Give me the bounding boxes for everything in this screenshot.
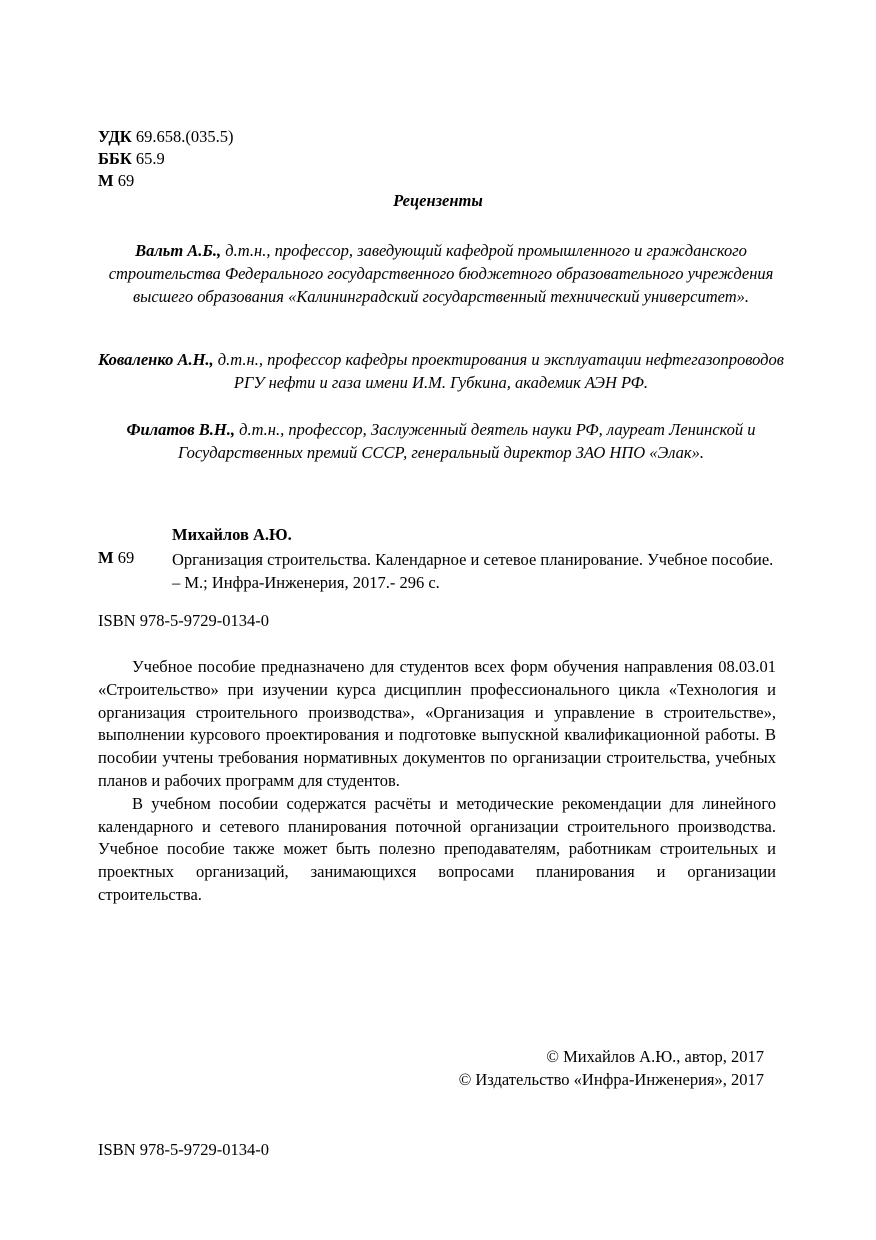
reviewer-name: Вальт А.Б., — [135, 241, 222, 260]
abstract — [98, 656, 776, 907]
copyright-publisher: © Издательство «Инфра-Инженерия», 2017 — [458, 1069, 764, 1089]
bibliographic-description: Организация строительства. Календарное и сетевое планирование. Учебное пособие. – М.; Инфра-Инженерия, 2017.- 296 с. — [172, 550, 774, 592]
reviewer-credentials: д.т.н., профессор, Заслуженный деятель науки РФ, лауреат Ленинской и Государственных премий СССР, генеральный директор ЗАО НПО «Элак». — [178, 420, 756, 462]
copyright-block — [459, 1046, 764, 1091]
book-author: Михайлов А.Ю. — [172, 525, 292, 544]
isbn-top: ISBN 978-5-9729-0134-0 — [98, 611, 269, 630]
reviewer-credentials: д.т.н., профессор кафедры проектирования и эксплуатации нефтегазопроводов РГУ нефти и газа имени И.М. Губкина, академик АЭН РФ. — [217, 350, 784, 392]
isbn-bottom: ISBN 978-5-9729-0134-0 — [98, 1140, 269, 1159]
reviewer-2 — [96, 348, 786, 394]
abstract-paragraph: В учебном пособии содержатся расчёты и методические рекомендации для линейного календарного и сетевого планирования поточной организации строительного производства. Учебное пособие также может быть полезно преподавателям, работникам строительных и проектных организаций, занимающихся вопросами планирования и организации строительства. — [98, 793, 776, 904]
udk-line: УДК 69.658.(035.5) — [98, 127, 234, 146]
reviewer-3 — [96, 418, 786, 464]
reviewer-name: Коваленко А.Н., — [98, 350, 214, 369]
bib-m-code: М 69 — [98, 548, 135, 567]
m-code-line: М 69 — [98, 171, 135, 190]
reviewers-heading: Рецензенты — [393, 191, 483, 210]
reviewer-credentials: д.т.н., профессор, заведующий кафедрой промышленного и гражданского строительства Федерального государственного бюджетного образовательного учреждения высшего образования «Калининградский государственный технический университет». — [108, 241, 774, 306]
bbk-line: ББК 65.9 — [98, 149, 165, 168]
reviewer-1 — [96, 239, 786, 308]
reviewer-name: Филатов В.Н., — [126, 420, 235, 439]
copyright-author: © Михайлов А.Ю., автор, 2017 — [546, 1047, 764, 1066]
abstract-paragraph: Учебное пособие предназначено для студентов всех форм обучения направления 08.03.01 «Строительство» при изучении курса дисциплин профессионального цикла «Технология и организация строительного производства», «Организация и управление в строительстве», выполнении курсового проектирования и подготовке выпускной квалификационной работы. В пособии учтены требования нормативных документов по организации строительства, учебных планов и рабочих программ для студентов. — [98, 657, 776, 790]
classification-codes — [98, 126, 234, 192]
